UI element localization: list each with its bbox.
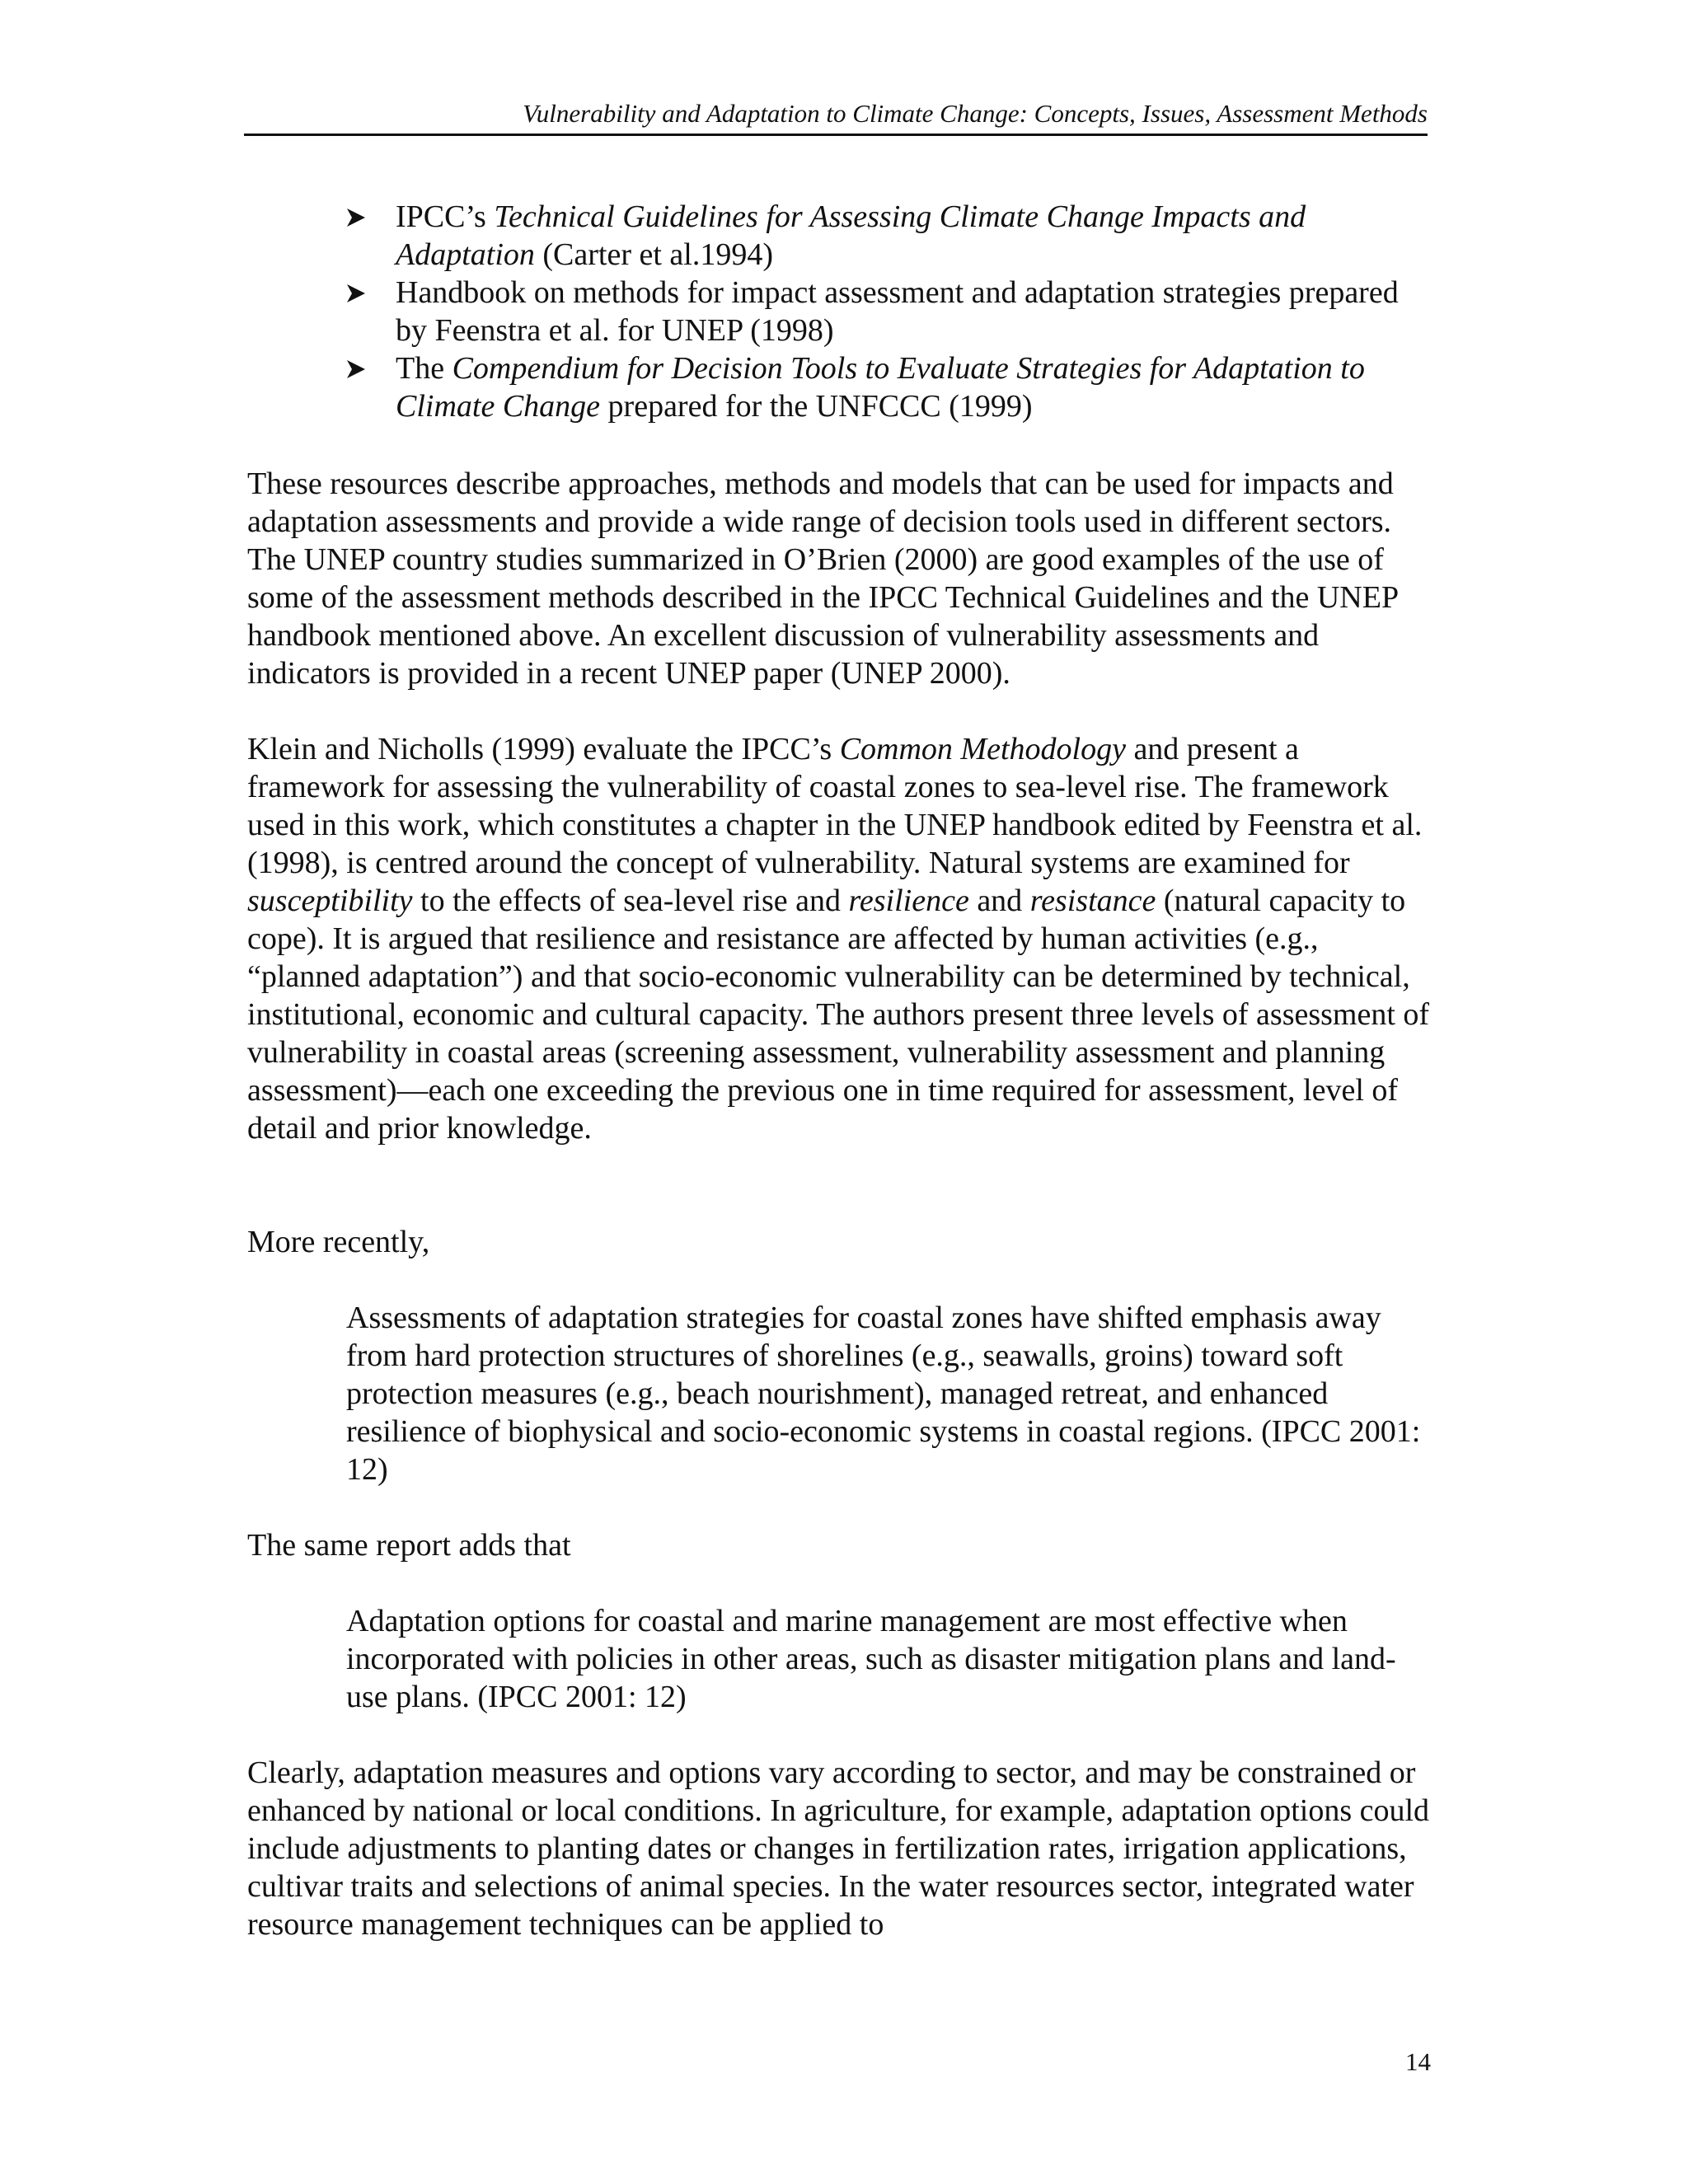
bullet-item-unep-handbook: Handbook on methods for impact assessment and adaptation strategies prepared by Feenstra et al. for UNEP (1998) — [346, 274, 1434, 349]
reference-bullet-list — [346, 198, 1434, 425]
paragraph-resources: These resources describe approaches, methods and models that can be used for impacts and adaptation assessments and provide a wide range of decision tools used in different sectors. The UNEP country studies summarized in O’Brien (2000) are good examples of the use of some of the assessment methods described in the IPCC Technical Guidelines and the UNEP handbook mentioned above. An excellent discussion of vulnerability assessments and indicators is provided in a recent UNEP paper (UNEP 2000). — [247, 466, 1398, 691]
paragraph-more-recently: More recently, — [247, 1225, 430, 1259]
running-header: Vulnerability and Adaptation to Climate Change: Concepts, Issues, Assessment Methods — [523, 99, 1428, 128]
arrowhead-bullet-icon — [346, 208, 366, 227]
header-rule — [244, 134, 1428, 136]
paragraph-same-report: The same report adds that — [247, 1528, 571, 1563]
bullet-item-unfccc-compendium: The Compendium for Decision Tools to Evaluate Strategies for Adaptation to Climate Change prepared for the UNFCCC (1999) — [346, 349, 1434, 425]
compendium-title: Compendium for Decision Tools to Evaluate Strategies for Adaptation to Climate Change — [396, 351, 1365, 424]
arrowhead-bullet-icon — [346, 359, 366, 379]
block-quote-marine: Adaptation options for coastal and marine management are most effective when incorporated with policies in other areas, such as disaster mitigation plans and land-use plans. (IPCC 2001: 12) — [346, 1604, 1396, 1714]
paragraph-clearly: Clearly, adaptation measures and options vary according to sector, and may be constrained or enhanced by national or local conditions. In agriculture, for example, adaptation options could include adjustments to planting dates or changes in fertilization rates, irrigation applications, cultivar traits and selections of animal species. In the water resources sector, integrated water resource management techniques can be applied to — [247, 1755, 1430, 1942]
arrowhead-bullet-icon — [346, 284, 366, 303]
bullet-item-ipcc-guidelines: IPCC’s Technical Guidelines for Assessing Climate Change Impacts and Adaptation (Carter et al.1994) — [346, 198, 1434, 274]
block-quote-coastal: Assessments of adaptation strategies for coastal zones have shifted emphasis away from hard protection structures of shorelines (e.g., seawalls, groins) toward soft protection measures (e.g., beach nourishment), managed retreat, and enhanced resilience of biophysical and socio-economic systems in coastal regions. (IPCC 2001: 12) — [346, 1301, 1421, 1487]
page-number: 14 — [1405, 2047, 1431, 2076]
paragraph-klein-nicholls: Klein and Nicholls (1999) evaluate the IPCC’s Common Methodology and present a framework for assessing the vulnerability of coastal zones to sea-level rise. The framework used in this work, which constitutes a chapter in the UNEP handbook edited by Feenstra et al. (1998), is centred around the concept of vulnerability. Natural systems are examined for susceptibility to the effects of sea-level rise and resilience and resistance (natural capacity to cope). It is argued that resilience and resistance are affected by human activities (e.g., “planned adaptation”) and that socio-economic vulnerability can be determined by technical, institutional, economic and cultural capacity. The authors present three levels of assessment of vulnerability in coastal areas (screening assessment, vulnerability assessment and planning assessment)—each one exceeding the previous one in time required for assessment, level of detail and prior knowledge. — [247, 732, 1430, 1146]
guidelines-title: Technical Guidelines for Assessing Climate Change Impacts and Adaptation — [396, 199, 1306, 272]
